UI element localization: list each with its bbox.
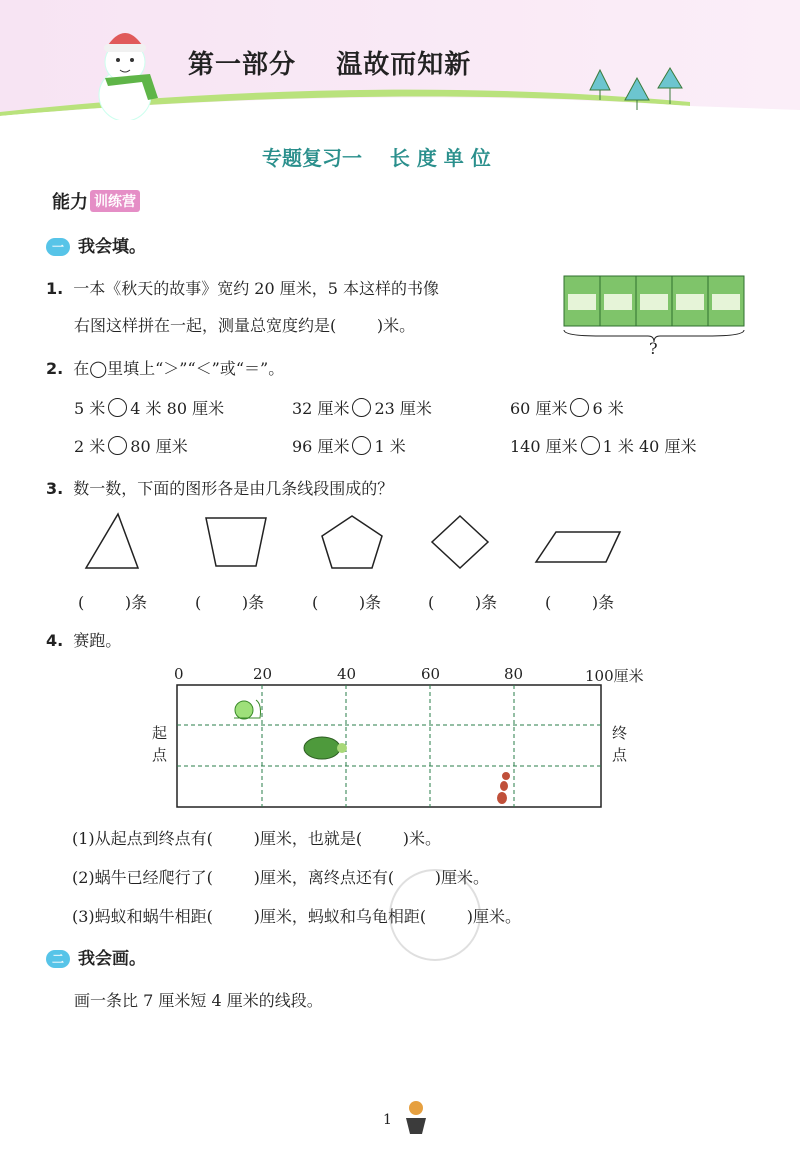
rhombus-shape [432, 516, 488, 568]
section2-heading [46, 944, 146, 969]
ability-label: 能力 [52, 192, 88, 213]
q3-prompt: 3. 数一数，下面的图形各是由几条线段围成的？ [46, 479, 394, 498]
q4-prompt: 4. 赛跑。 [46, 631, 122, 650]
answer-circle[interactable] [108, 436, 127, 455]
trapezoid-shape [206, 518, 266, 566]
q3-answer[interactable]: ( )条 [78, 593, 148, 612]
scale-label: 20 [253, 665, 273, 683]
answer-circle[interactable] [352, 398, 371, 417]
watermark-stamp [360, 860, 510, 970]
compare-item: 140 厘米 1 米 40 厘米 [510, 437, 697, 456]
q2-prompt: 2. 在◯里填上“＞”“＜”或“＝”。 [46, 359, 285, 378]
ability-badge: 训练营 [90, 190, 140, 212]
parallelogram-shape [536, 532, 620, 562]
compare-item: 96 厘米 1 米 [292, 437, 406, 456]
start-label: 起 点 [152, 724, 168, 764]
compare-item: 2 米 80 厘米 [74, 437, 188, 456]
section2-prompt: 画一条比 7 厘米短 4 厘米的线段。 [74, 991, 323, 1010]
q4-sub1: (1)从起点到终点有( )厘米，也就是( )米。 [72, 829, 442, 848]
q3-answer[interactable]: ( )条 [195, 593, 265, 612]
mascot-icon [398, 1098, 434, 1140]
scale-label: 80 [504, 665, 524, 683]
q4-sub2: (2)蜗牛已经爬行了( )厘米，离终点还有( )厘米。 [72, 868, 490, 887]
ant-icon [497, 772, 510, 804]
page-number: 1 [383, 1112, 392, 1128]
shapes-row [80, 510, 640, 575]
answer-circle[interactable] [352, 436, 371, 455]
q3-answer[interactable]: ( )条 [428, 593, 498, 612]
compare-item: 60 厘米 6 米 [510, 399, 624, 418]
answer-circle[interactable] [570, 398, 589, 417]
answer-circle[interactable] [581, 436, 600, 455]
turtle-icon [304, 737, 347, 759]
q1-line1: 1. 一本《秋天的故事》宽约 20 厘米，5 本这样的书像 [46, 279, 440, 298]
book-row [564, 276, 744, 326]
ability-heading [52, 188, 140, 214]
q3-answer[interactable]: ( )条 [545, 593, 615, 612]
race-track [176, 684, 604, 810]
scale-label: 0 [174, 665, 184, 683]
end-label: 终 点 [612, 724, 628, 764]
answer-circle[interactable] [108, 398, 127, 417]
scale-label: 100厘米 [585, 667, 644, 685]
section2-icon: 二 [46, 950, 70, 968]
part-title: 第一部分 温故而知新 [188, 50, 472, 80]
compare-item: 5 米 4 米 80 厘米 [74, 399, 225, 418]
section1-heading [46, 232, 146, 257]
triangle-shape [86, 514, 138, 568]
q1-line2: 右图这样拼在一起，测量总宽度约是( )米。 [74, 316, 416, 335]
compare-item: 32 厘米 23 厘米 [292, 399, 432, 418]
pentagon-shape [322, 516, 382, 568]
section1-icon: 一 [46, 238, 70, 256]
section1-title: 我会填。 [78, 237, 146, 257]
books-question-mark: ? [649, 339, 658, 358]
scale-label: 60 [421, 665, 441, 683]
q3-answer[interactable]: ( )条 [312, 593, 382, 612]
q4-sub3: (3)蚂蚁和蜗牛相距( )厘米，蚂蚁和乌龟相距( )厘米。 [72, 907, 522, 926]
section2-title: 我会画。 [78, 949, 146, 969]
snail-icon [234, 700, 261, 719]
topic-title: 专题复习一 长 度 单 位 [262, 146, 491, 170]
scale-label: 40 [337, 665, 357, 683]
